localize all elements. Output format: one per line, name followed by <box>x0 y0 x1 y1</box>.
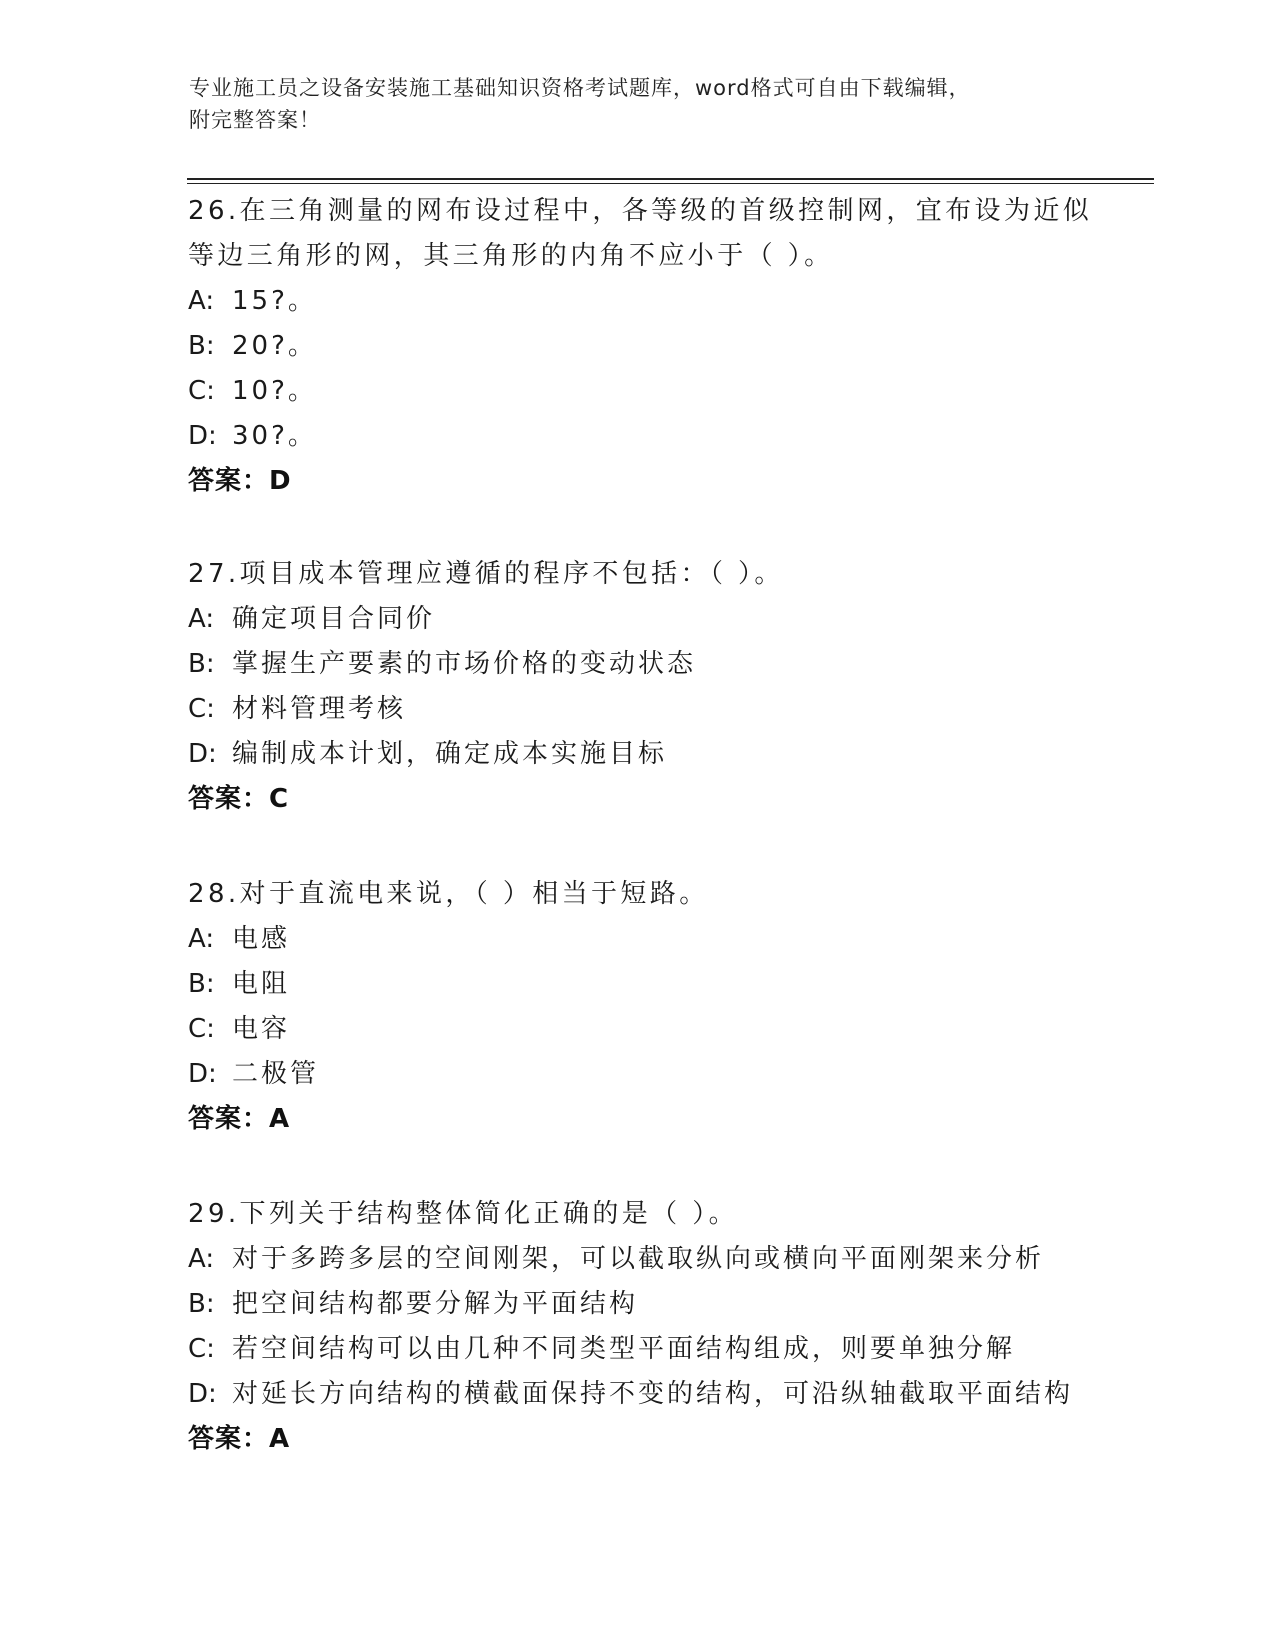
option-c <box>188 369 1088 414</box>
question-title-line: 等边三角形的网，其三角形的内角不应小于（ ）。 <box>188 241 834 271</box>
option-letter: A: <box>188 924 215 954</box>
option-text: 对延长方向结构的横截面保持不变的结构，可沿纵轴截取平面结构 <box>232 1379 1074 1409</box>
option-text: 编制成本计划，确定成本实施目标 <box>232 739 668 769</box>
question-title-line: 26.在三角测量的网布设过程中，各等级的首级控制网，宜布设为近似 <box>188 196 1093 226</box>
option-a <box>188 597 1088 642</box>
header-line-2: 附完整答案！ <box>189 108 321 132</box>
option-text: 电阻 <box>232 969 291 999</box>
option-text: 对于多跨多层的空间刚架，可以截取纵向或横向平面刚架来分析 <box>232 1244 1045 1274</box>
question-title-line: 28.对于直流电来说，（ ）相当于短路。 <box>188 879 709 909</box>
option-text: 把空间结构都要分解为平面结构 <box>232 1289 639 1319</box>
option-text: 10?。 <box>232 376 317 406</box>
answer-line: 答案：A <box>188 1424 291 1454</box>
header-line-1: 专业施工员之设备安装施工基础知识资格考试题库，word格式可自由下载编辑， <box>189 76 971 100</box>
option-letter: D: <box>188 739 217 769</box>
option-text: 电容 <box>232 1014 291 1044</box>
option-letter: B: <box>188 1289 215 1319</box>
option-a <box>188 917 1088 962</box>
header-divider-thick <box>187 178 1154 180</box>
option-b <box>188 962 1088 1007</box>
option-letter: B: <box>188 331 215 361</box>
option-text: 30?。 <box>232 421 317 451</box>
option-text: 15?。 <box>232 286 317 316</box>
option-text: 确定项目合同价 <box>232 604 436 634</box>
option-text: 电感 <box>232 924 291 954</box>
option-text: 二极管 <box>232 1059 320 1089</box>
header-divider-thin <box>187 183 1154 184</box>
option-letter: B: <box>188 649 215 679</box>
option-d <box>188 414 1088 459</box>
option-b <box>188 1282 1088 1327</box>
option-a <box>188 1237 1088 1282</box>
option-letter: C: <box>188 694 215 724</box>
option-letter: A: <box>188 604 215 634</box>
option-letter: C: <box>188 376 215 406</box>
option-letter: C: <box>188 1334 215 1364</box>
option-c <box>188 1007 1088 1052</box>
option-text: 若空间结构可以由几种不同类型平面结构组成，则要单独分解 <box>232 1334 1016 1364</box>
answer-line: 答案：C <box>188 784 290 814</box>
option-d <box>188 1052 1088 1097</box>
option-text: 掌握生产要素的市场价格的变动状态 <box>232 649 697 679</box>
option-letter: A: <box>188 1244 215 1274</box>
option-b <box>188 324 1088 369</box>
option-b <box>188 642 1088 687</box>
option-text: 20?。 <box>232 331 317 361</box>
option-a <box>188 279 1088 324</box>
question-title-line: 27.项目成本管理应遵循的程序不包括：（ ）。 <box>188 559 784 589</box>
answer-line: 答案：A <box>188 1104 291 1134</box>
option-letter: A: <box>188 286 215 316</box>
option-letter: D: <box>188 421 217 451</box>
option-d <box>188 1372 1088 1417</box>
question-title-line: 29.下列关于结构整体简化正确的是（ ）。 <box>188 1199 739 1229</box>
document-header <box>189 72 1069 136</box>
answer-line: 答案：D <box>188 466 292 496</box>
question-28 <box>188 872 1088 1142</box>
option-letter: D: <box>188 1059 217 1089</box>
question-29 <box>188 1192 1088 1462</box>
option-c <box>188 1327 1088 1372</box>
option-text: 材料管理考核 <box>232 694 407 724</box>
option-d <box>188 732 1088 777</box>
question-27 <box>188 552 1088 822</box>
option-c <box>188 687 1088 732</box>
option-letter: D: <box>188 1379 217 1409</box>
option-letter: C: <box>188 1014 215 1044</box>
question-26 <box>188 189 1093 504</box>
option-letter: B: <box>188 969 215 999</box>
